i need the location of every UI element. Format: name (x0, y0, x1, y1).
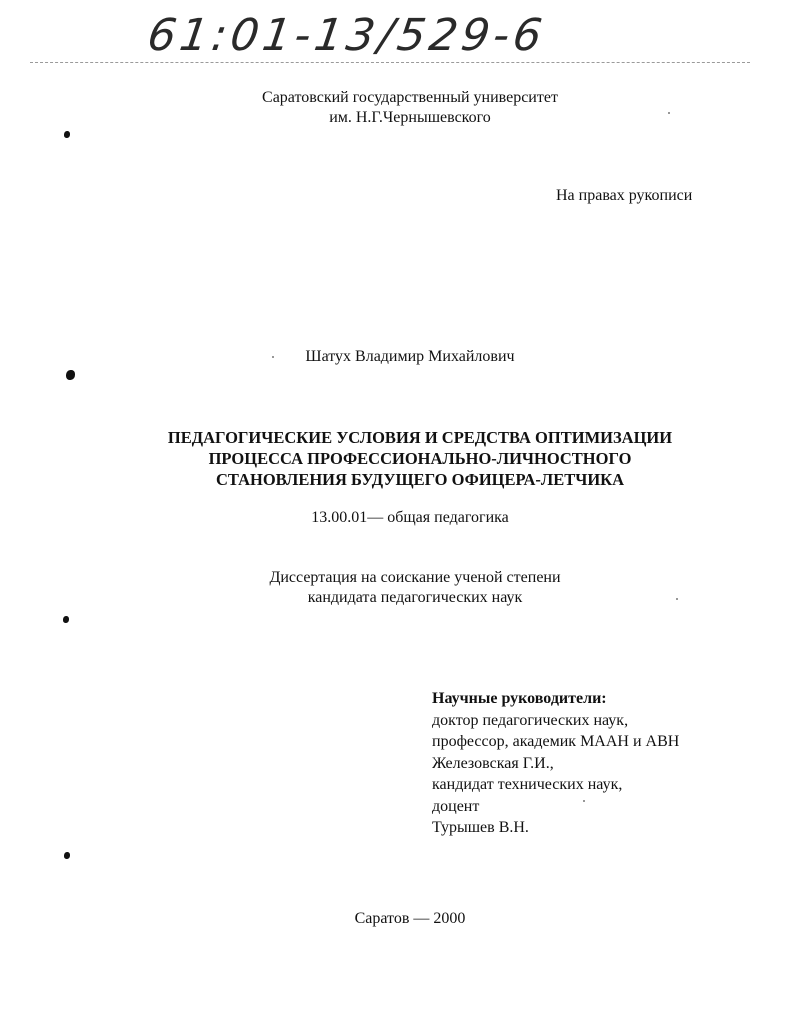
supervisor-line: кандидат технических наук, (432, 776, 623, 793)
author-name: Шатух Владимир Михайлович (305, 348, 515, 365)
university-line-2: им. Н.Г.Чернышевского (329, 109, 491, 126)
supervisor-line: Железовская Г.И., (432, 754, 554, 772)
dashed-rule (30, 62, 750, 63)
punch-mark-icon (63, 616, 69, 623)
city-and-year: Саратов — 2000 (354, 910, 466, 927)
scan-speck (668, 112, 670, 114)
dissertation-title (110, 427, 730, 490)
scan-speck (272, 356, 274, 358)
supervisors-heading: Научные руководители: (432, 690, 607, 707)
supervisor-line: профессор, академик МААН и АВН (432, 733, 680, 750)
title-line-2: ПРОЦЕССА ПРОФЕССИОНАЛЬНО-ЛИЧНОСТНОГО (208, 449, 632, 468)
supervisor-line: доктор педагогических наук, (432, 711, 629, 729)
punch-mark-icon (64, 131, 70, 138)
title-line-1: ПЕДАГОГИЧЕСКИЕ УСЛОВИЯ И СРЕДСТВА ОПТИМИЗАЦИИ (167, 428, 673, 447)
scan-speck (583, 800, 585, 802)
punch-mark-icon (66, 370, 75, 380)
university-line-1: Саратовский государственный университет (262, 89, 558, 106)
title-line-3: СТАНОВЛЕНИЯ БУДУЩЕГО ОФИЦЕРА-ЛЕТЧИКА (215, 470, 625, 489)
handwritten-archive-code: 61:01-13/529-6 (144, 10, 549, 61)
supervisors-block (432, 688, 679, 839)
degree-line-2: кандидата педагогических наук (307, 589, 523, 606)
university-name (200, 88, 620, 128)
degree-statement (200, 568, 630, 608)
scan-speck (676, 598, 678, 600)
degree-line-1: Диссертация на соискание ученой степени (269, 569, 561, 586)
specialty-code: 13.00.01— общая педагогика (311, 509, 509, 526)
punch-mark-icon (64, 852, 70, 859)
supervisor-line: доцент (432, 797, 480, 815)
supervisor-line: Турышев В.Н. (432, 819, 529, 836)
manuscript-rights: На правах рукописи (556, 187, 693, 204)
